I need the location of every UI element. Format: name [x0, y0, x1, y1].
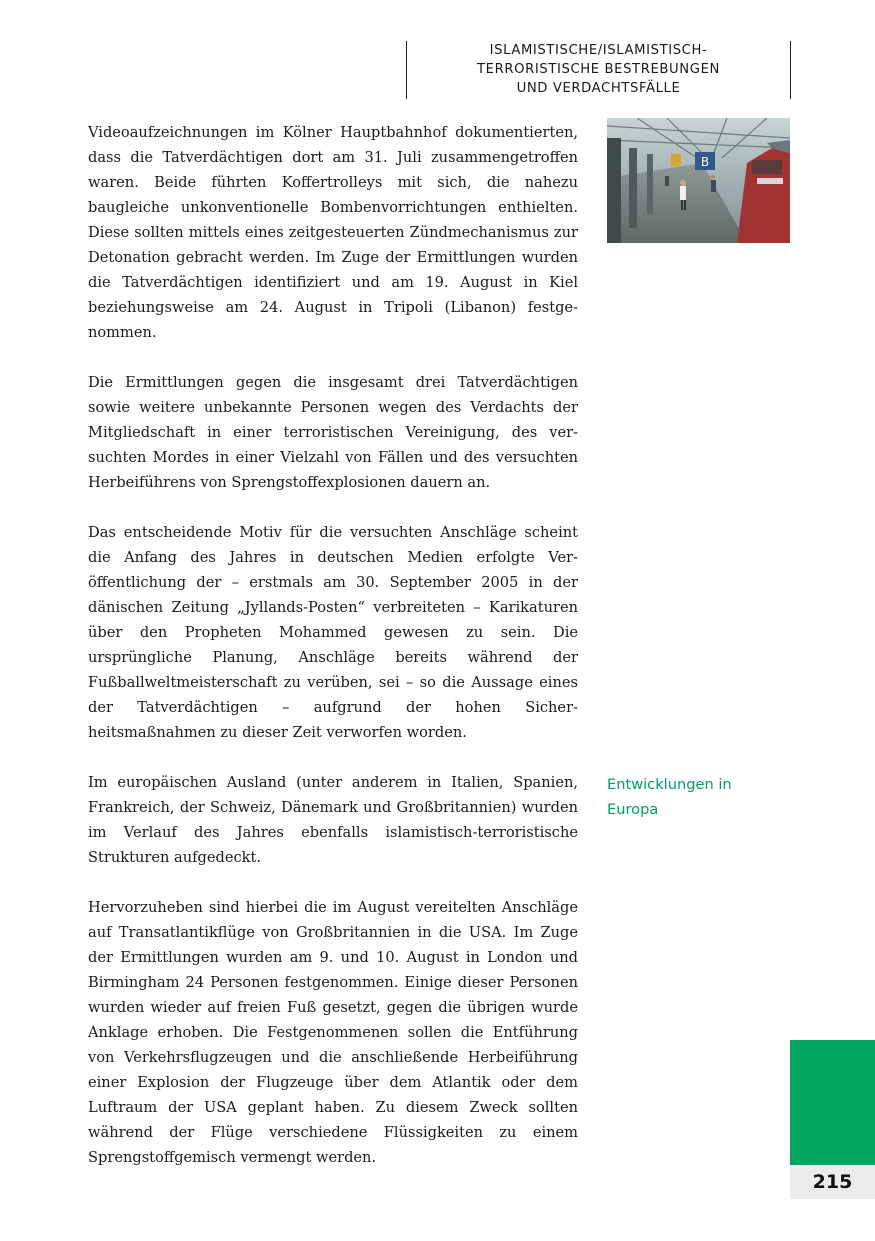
page-number: 215 — [790, 1165, 875, 1199]
running-header — [406, 41, 791, 99]
margin-note — [607, 772, 777, 822]
paragraph: Im europäischen Ausland (unter anderem in Italien, Spanien, Frankreich, der Schweiz, Dänemark und Großbritannien) wurden im Verlauf des Jahres ebenfalls islamistisch-terroristische Strukturen aufgedeckt. — [88, 774, 578, 866]
chapter-color-tab — [790, 1040, 875, 1165]
paragraph: Die Ermittlungen gegen die insgesamt drei Tatverdächtigen sowie weitere unbekannte Personen wegen des Verdachts der Mitgliedschaft in einer terroristischen Vereinigung, des versuchten Mordes in einer Vielzahl von Fällen und des versuchten Herbeiführens von Sprengstoffexplosionen dauern an. — [88, 374, 578, 491]
header-line-2: TERRORISTISCHE BESTREBUNGEN — [477, 62, 720, 77]
paragraph: Videoaufzeichnungen im Kölner Hauptbahnhof dokumentierten, dass die Tatverdächtigen dort am 31. Juli zusammengetroffen waren. Beide führten Koffertrolleys mit sich, die nahezu baugleiche unkonventionelle Bombenvorrichtungen enthielten. Diese sollten mittels eines zeitgesteuerten Zündmechanismus zur Detonation gebracht werden. Im Zuge der Ermittlungen wurden die Tatverdächtigen identifiziert und am 19. August in Kiel beziehungsweise am 24. August in Tripoli (Libanon) festgenommen. — [88, 124, 578, 341]
margin-note-line-1: Entwicklungen in — [607, 776, 732, 793]
station-platform-photo — [607, 118, 790, 243]
paragraph: Hervorzuheben sind hierbei die im August vereitelten Anschläge auf Transatlantikflüge von Großbritannien in die USA. Im Zuge der Ermittlungen wurden am 9. und 10. August in London und Birmingham 24 Personen festgenommen. Einige dieser Personen wurden wieder auf freien Fuß gesetzt, gegen die übrigen wurde Anklage erhoben. Die Festgenommenen sollen die Entführung von Verkehrsflugzeugen und die anschließende Herbeiführung einer Explosion der Flugzeuge über dem Atlantik oder dem Luftraum der USA geplant haben. Zu diesem Zweck sollten während der Flüge verschiedene Flüssigkeiten zu einem Sprengstoffgemisch vermengt werden. — [88, 899, 578, 1166]
platform-sign-letter: B — [700, 155, 710, 169]
paragraph: Das entscheidende Motiv für die versuchten Anschläge scheint die Anfang des Jahres in deutschen Medien erfolgte Veröffentlichung der – erstmals am 30. September 2005 in der dänischen Zeitung „Jyllands-Posten“ verbreiteten – Karikaturen über den Propheten Mohammed gewesen zu sein. Die ursprüngliche Planung, Anschläge bereits während der Fußballweltmeisterschaft zu verüben, sei – so die Aussage eines der Tatverdächtigen – aufgrund der hohen Sicherheitsmaßnahmen zu dieser Zeit verworfen worden. — [88, 524, 578, 741]
main-text — [88, 120, 578, 1195]
header-line-3: UND VERDACHTSFÄLLE — [516, 81, 681, 96]
margin-note-line-2: Europa — [607, 801, 659, 818]
header-line-1: ISLAMISTISCHE/ISLAMISTISCH- — [489, 43, 708, 58]
